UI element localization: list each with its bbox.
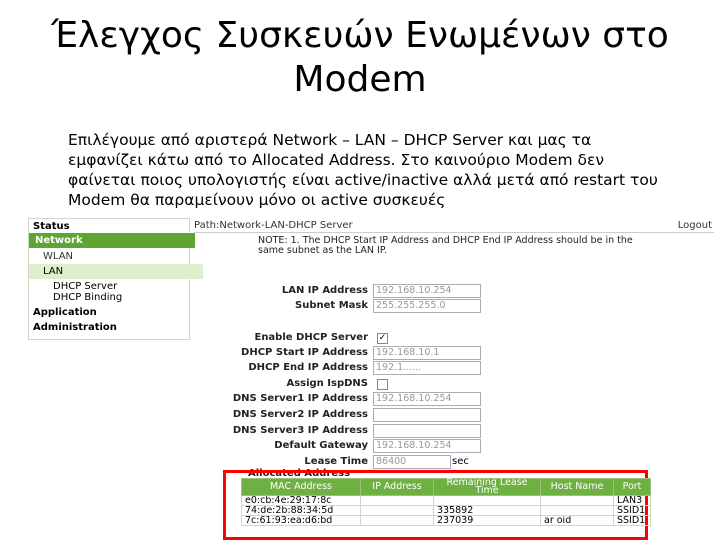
sidebar-item-dhcp-binding[interactable]: DHCP Binding bbox=[53, 292, 123, 303]
sidebar-item-administration[interactable]: Administration bbox=[33, 322, 117, 333]
slide-title-line2: Modem bbox=[293, 59, 427, 100]
sidebar-item-wlan[interactable]: WLAN bbox=[43, 251, 74, 262]
cell-lease bbox=[434, 496, 541, 506]
slide-title bbox=[0, 14, 720, 102]
sidebar-item-status[interactable]: Status bbox=[33, 221, 70, 232]
sidebar bbox=[28, 218, 190, 340]
allocated-address-table bbox=[241, 478, 651, 526]
cell-mac: 74:de:2b:88:34:5d bbox=[242, 506, 361, 516]
sidebar-item-application[interactable]: Application bbox=[33, 307, 97, 318]
dns2-label: DNS Server2 IP Address bbox=[232, 409, 368, 420]
cell-ip bbox=[361, 496, 434, 506]
cell-mac: 7c:61:93:ea:d6:bd bbox=[242, 516, 361, 526]
cell-port: SSID1 bbox=[614, 506, 651, 516]
subnet-mask-input[interactable]: 255.255.255.0 bbox=[373, 299, 481, 313]
cell-lease: 237039 bbox=[434, 516, 541, 526]
table-row bbox=[242, 516, 651, 526]
lease-time-label: Lease Time bbox=[304, 456, 368, 467]
col-mac-header: MAC Address bbox=[242, 479, 361, 496]
default-gateway-input[interactable]: 192.168.10.254 bbox=[373, 439, 481, 453]
note-text: NOTE: 1. The DHCP Start IP Address and DHCP End IP Address should be in the same subnet as the LAN IP. bbox=[258, 235, 633, 256]
col-port-header: Port bbox=[614, 479, 651, 496]
table-header-row bbox=[242, 479, 651, 496]
cell-port: LAN3 bbox=[614, 496, 651, 506]
cell-host bbox=[541, 506, 614, 516]
cell-lease: 335892 bbox=[434, 506, 541, 516]
lan-ip-label: LAN IP Address bbox=[281, 285, 368, 296]
dhcp-end-label: DHCP End IP Address bbox=[248, 362, 368, 373]
dhcp-end-input[interactable]: 192.1...... bbox=[373, 361, 481, 375]
default-gateway-label: Default Gateway bbox=[274, 440, 368, 451]
table-row bbox=[242, 496, 651, 506]
dns3-input[interactable] bbox=[373, 424, 481, 438]
assign-isp-dns-label: Assign IspDNS bbox=[286, 378, 368, 389]
dns2-input[interactable] bbox=[373, 408, 481, 422]
sidebar-item-dhcp-server[interactable]: DHCP Server bbox=[53, 281, 118, 292]
cell-ip bbox=[361, 516, 434, 526]
sidebar-item-lan[interactable]: LAN bbox=[29, 264, 203, 279]
breadcrumb: Path:Network-LAN-DHCP Server bbox=[194, 220, 714, 233]
dns1-input[interactable]: 192.168.10.254 bbox=[373, 392, 481, 406]
cell-ip bbox=[361, 506, 434, 516]
col-ip-header: IP Address bbox=[361, 479, 434, 496]
cell-host bbox=[541, 496, 614, 506]
cell-mac: e0:cb:4e:29:17:8c bbox=[242, 496, 361, 506]
lan-ip-input[interactable]: 192.168.10.254 bbox=[373, 284, 481, 298]
col-lease-header: Remaining Lease Time bbox=[434, 479, 541, 496]
dhcp-start-label: DHCP Start IP Address bbox=[241, 347, 368, 358]
lease-time-unit: sec bbox=[452, 456, 469, 467]
router-screenshot bbox=[28, 218, 720, 540]
dns3-label: DNS Server3 IP Address bbox=[232, 425, 368, 436]
table-row bbox=[242, 506, 651, 516]
enable-dhcp-checkbox[interactable]: ✓ bbox=[378, 333, 387, 343]
cell-host: ar oid bbox=[541, 516, 614, 526]
slide-title-line1: Έλεγχος Συσκευών Ενωμένων στο bbox=[51, 15, 669, 56]
assign-isp-dns-checkbox[interactable] bbox=[377, 379, 388, 390]
slide-description: Επιλέγουμε από αριστερά Network – LAN – DHCP Server και μας τα εμφανίζει κάτω από το Allocated Address. Στο καινούριο Modem δεν φαίνεται ποιος υπολογιστής είναι active/inactive αλλά μετά από restart του Modem θα παραμείνουν μόνο οι active συσκευές bbox=[68, 131, 658, 209]
dhcp-start-input[interactable]: 192.168.10.1 bbox=[373, 346, 481, 360]
dns1-label: DNS Server1 IP Address bbox=[232, 393, 368, 404]
allocated-address-title: Allocated Address bbox=[248, 468, 351, 479]
enable-dhcp-label: Enable DHCP Server bbox=[254, 332, 368, 343]
sidebar-item-network[interactable]: Network bbox=[29, 233, 195, 248]
cell-port: SSID1 bbox=[614, 516, 651, 526]
subnet-mask-label: Subnet Mask bbox=[295, 300, 368, 311]
logout-link[interactable]: Logout bbox=[677, 220, 712, 231]
lease-time-input[interactable]: 86400 bbox=[373, 455, 451, 469]
col-host-header: Host Name bbox=[541, 479, 614, 496]
